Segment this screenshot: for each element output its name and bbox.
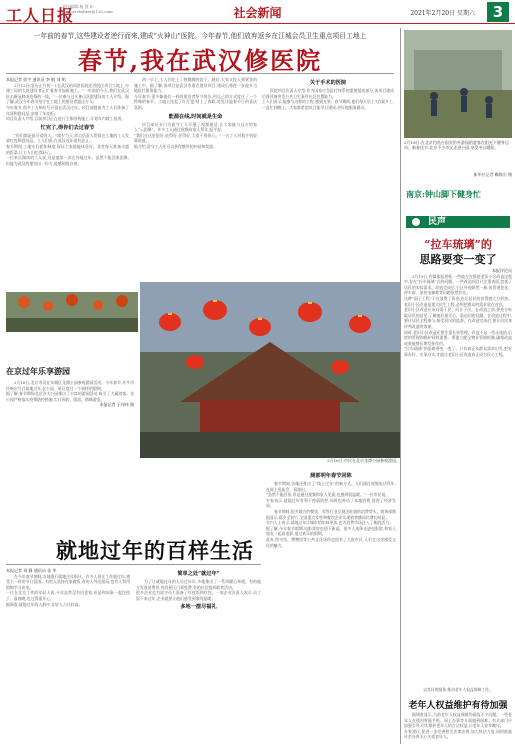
lead-byline: 本报记者 彭宇 通讯员 李 敏 刘 明: [6, 77, 66, 82]
column-divider: [400, 28, 401, 744]
fitness-photo-caption: 2月18日,在北京钓鱼台国宾馆外游园的游客在阳光下健身运动。新春佳节,北京不少市民走进公园,享受冬日暖阳。: [404, 140, 509, 150]
feature-body-1b: 为了让就地过年的人员过好年,多地推出了一系列暖心举措。有的地方发放消费券,有的景区门票免费,有的社区组织联欢活动。 很多企业也为留守员工准备了年夜饭和红包。一家企业负责人表示,员工留下来过年,企业就要让他们感受到家的温暖。: [136, 579, 261, 601]
divider: [6, 564, 261, 565]
aged-headline: 老年人权益维护有待加强: [408, 701, 508, 711]
editorial-byline: 本报评论员: [492, 268, 512, 273]
editorial-title-1: “拉车琉璃”的: [424, 238, 492, 251]
lantern-park-photo-image: [140, 282, 400, 458]
masthead-editor-info: 责任编辑:杨 凯 E-mail:grrbshxw@126.com: [62, 4, 113, 14]
feature-caption-title: 在京过年乐享游园: [6, 366, 70, 376]
feature-column-1: [6, 568, 130, 744]
fitness-title: 南京:钟山脚下健身忙: [406, 189, 481, 199]
opinion-caption: 以良好的服务,推动老年人权益保障工作。: [423, 687, 493, 692]
fitness-photo-credit: 新华社记者 鞠焕宗 摄: [473, 172, 512, 177]
page-number-badge: 3: [487, 2, 509, 22]
lead-headline: 春节,我在武汉修医院: [77, 46, 323, 75]
lantern-park-photo: [140, 282, 400, 458]
aged-column: [404, 712, 512, 746]
lead-body-1: 2月12日(农历正月初一),在武汉的同济医院光谷院区项目工地上,中建三局的大批建设者正忙着春节加班施工。“一年前的今天,我们在武汉抗击新冠肺炎疫情的一线。”一位参与过火神山医院建设的工人介绍。据了解,武汉今年春节坚守在工地上的建设者超过万人。 今年春节,很多工人响应号召留在武汉过年。项目部提前为工人们准备了年货和慰问品,安排了年夜饭。 项目负责人介绍,目前项目正在进行主体结构施工,计划年内竣工投用。: [6, 82, 129, 122]
feature-headline: 就地过年的百样生活: [56, 538, 254, 563]
speech-bubble-icon: [412, 218, 420, 226]
feature-subhead-1: 简单之处“就过年”: [177, 571, 220, 577]
feature-caption-box: [6, 366, 134, 526]
editorial-body: 2月19日,有媒体报道称,一些地方在推进老旧小区改造过程中,存在“拉车琉璃”式的问题。一些改造项目只注重表面,忽视了居民的实际需求。改造完成后,小区外观焕然一新,但管道老化、停车难、加装电梯难等问题依然存在。 这种“面子工程”不仅浪费了资金,也让居民的获得感大打折扣。老旧小区改造是重大民生工程,必须把群众的需求放在首位。 老旧小区改造应该问需于民、问计于民。在改造之前,要充分听取居民的意见,了解他们最关心、最迫切的问题。在改造过程中,要让居民全程参与,接受居民的监督。在改造完成后,要让居民来评判改造的效果。 同时,老旧小区改造还要注重长效管理。改造不是一劳永逸的,后续的管理和维护同样重要。要建立健全物业管理机制,确保改造成果能够长期发挥作用。 “拉车琉璃”的思路要变一变了。只有真正从群众需求出发,把好事办好、实事办实,才能让老旧小区改造真正成为民心工程。: [404, 273, 512, 357]
feature-body-1: 在今年春节期间,各地推行就地过年倡议。许多人留在工作地过年,感受不一样的节日氛围。有的人选择在家做饭,有的人外出游玩,也有人利用假期学习充电。 一位在北京工作的年轻人说,今年虽然没有回老家,但是和同事一起包饺子、看春晚,也过得很开心。 据调查,就地过年的人群中,年轻人占比较高。: [6, 573, 130, 607]
divider: [6, 73, 394, 74]
masthead: [0, 0, 515, 24]
lead-body-3: 初一早上,工人们吃上了热腾腾的饺子。随后,大家又投入到紧张的施工中。据了解,该项目是武汉市重点建设项目,建成后将进一步提升当地医疗服务能力。 今年春节,很多像他们一样的建设者坚守岗位,用自己的方式度过了一个特殊的春节。工地上挂起了红灯笼,贴上了春联,处处洋溢着节日的喜庆氛围。: [134, 77, 257, 110]
feature-caption-credit: 本报记者 王伟伟 摄: [99, 402, 134, 408]
fitness-photo: [404, 30, 512, 138]
small-lantern-photo-image: [6, 292, 138, 332]
issue-date: 2021年2月20日 星期六: [410, 10, 475, 17]
feature-body-4: 春节期间,很多地方的餐饮、零售行业呈现出旺盛的消费势头。商务部数据显示,除夕至初六,全国重点零售和餐饮企业实现销售额同比增长明显。 业内人士表示,就地过年让城市的年味更浓,也为消费市场注入了新的活力。 据了解,今年春节假期,电影票房也创下新高。很多人选择走进电影院,和家人朋友一起看电影,度过欢乐的假期。 此外,图书馆、博物馆等公共文化场所也迎来了大批市民,人们在这里感受文化的魅力。: [266, 508, 396, 548]
lantern-photo-caption: 2月16日,市民在北京龙潭公园参观游园。: [327, 458, 400, 463]
column-label: 民声: [428, 217, 447, 227]
lead-body-5: 医院项目负责人介绍,作为国家应急医疗体系的重要组成部分,该项目建成后将具备突发公共卫生事件应急处置能力。 工人们表示,能参与这样的工程,感到光荣。春节期间,他们每天早上7点就开工,一直忙到晚上。大家都希望项目能早日建成,更好地服务群众。: [262, 88, 394, 110]
aged-body: 据调查显示,当前老年人权益保障仍面临不少问题。一些老年人在使用智能手机、网上办事等方面遇到困难。有关部门应加强引导,切实维护老年人的合法权益,让老年人安享晚年。 专家建议,要进一步完善相关法律法规,加大执法力度,同时鼓励社会各界关心关爱老年人。: [404, 712, 512, 740]
lead-body-4: 项目部还专门为留守工人开通了视频通话,让大家能与远方的家人“云团聚”。许多工人通过视频向家人拜年,报平安。 “我们在这里很好,吃得好,住得好,大家不用担心。”一名工人对着手机屏幕说道。 据介绍,留守工人还可以获得额外的补贴和奖励。: [134, 121, 257, 149]
column-banner: [406, 216, 510, 228]
small-lantern-photo: [6, 292, 138, 332]
editorial-title-2: 思路要变一变了: [419, 253, 497, 266]
feature-column-2: [136, 568, 261, 744]
editorial-column: [404, 268, 512, 683]
lead-body-2: “你们都是最可爱的人。”除夕当天,项目负责人给留在工地的工人发放红包和慰问品。工人们说,在武汉过年很有意义。 春节期间,工地实行轮休制度,保证大家都能休息好。食堂每天准备丰盛的饭菜,让工人们吃得舒心。 一位来自湖南的工人说,这是他第一次在外地过年。虽然不能回家团聚,但能为武汉的建设出一份力,他感到很自豪。: [6, 132, 129, 166]
feature-subhead-2: 多地一摆尽福礼: [180, 604, 217, 611]
fitness-photo-image: [404, 30, 512, 138]
lead-kicker: 一年前的春节,这些建设者逆行而来,建成“火神山”医院。今年春节,他们放弃返乡在江城会员卫生重点项目工地上: [33, 32, 367, 40]
feature-byline: 本报记者 刘 静 通讯员 张 华: [6, 568, 57, 573]
feature-column-3: [266, 470, 396, 744]
lead-subhead-2: 能源在线,时间就是生命: [168, 113, 223, 120]
section-title: 社会新闻: [233, 6, 282, 20]
lead-subhead-1: 忙完了,得你们去过春节: [40, 124, 95, 131]
feature-subhead-3: 厕部明年春节回陈: [310, 473, 352, 479]
lead-subhead-3: 关于手术的医院: [309, 80, 347, 86]
feature-caption-body: 2月16日,北京市民在东城区龙潭公园参观游园活动。今年春节,许多市民响应号召就地过年,在公园、景区度过一个别样的假期。 据了解,春节期间北京各大公园推出了丰富的游园活动,吸引了大量游客。各公园严格落实疫情防控措施,实行预约、限流、错峰游览。: [6, 380, 134, 402]
newspaper-logo: 工人日报: [6, 6, 75, 25]
feature-body-3: 春节期间,各地还推出了“线上过年”的新方式。人们通过视频电话拜年,在网上逛庙会、看演出。 “虽然不能回家,但是通过视频和家人见面,也感到很温暖。”一位市民说。 专家表示,就地过年有利于疫情防控,同时也带动了本地消费,促进了经济发展。: [266, 481, 396, 509]
